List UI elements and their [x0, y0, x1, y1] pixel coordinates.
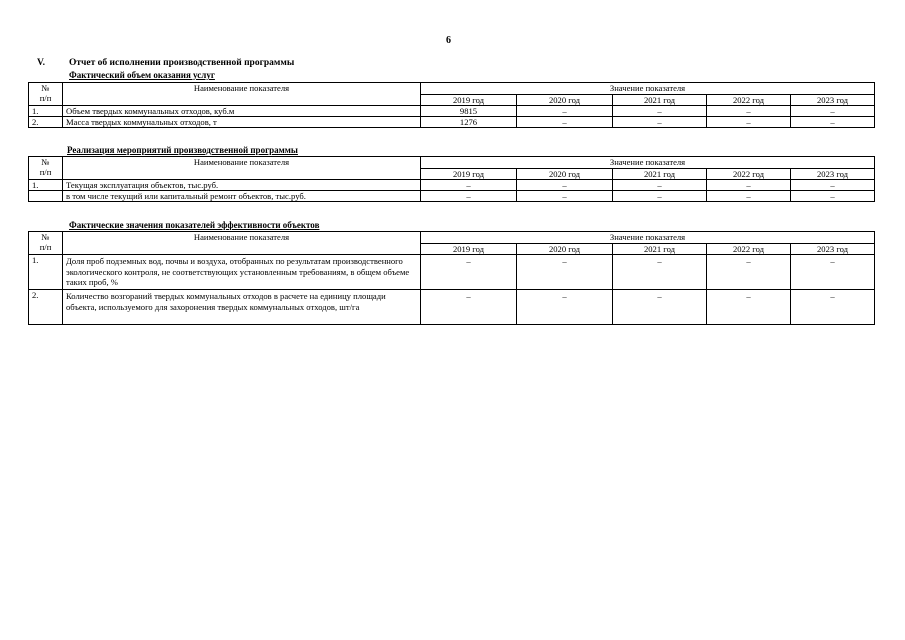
row-value: –	[707, 106, 791, 117]
year-header: 2020 год	[517, 95, 613, 106]
name-header: Наименование показателя	[63, 157, 421, 180]
row-value: –	[613, 117, 707, 128]
year-header: 2022 год	[707, 95, 791, 106]
num-header: № п/п	[29, 157, 63, 180]
row-number: 2.	[29, 117, 63, 128]
year-header: 2021 год	[613, 169, 707, 180]
year-header: 2022 год	[707, 169, 791, 180]
row-value: –	[517, 180, 613, 191]
year-header: 2020 год	[517, 169, 613, 180]
year-header: 2021 год	[613, 244, 707, 255]
year-header: 2019 год	[421, 169, 517, 180]
row-name: в том числе текущий или капитальный ремонт объектов, тыс.руб.	[63, 191, 421, 202]
table-row	[29, 290, 875, 325]
row-value: –	[613, 255, 707, 290]
table-header-row	[29, 83, 875, 95]
year-header: 2023 год	[791, 244, 875, 255]
table1-title: Фактический объем оказания услуг	[69, 70, 215, 80]
table-row	[29, 191, 875, 202]
table-row	[29, 255, 875, 290]
row-value: –	[517, 191, 613, 202]
row-value: –	[517, 106, 613, 117]
table-row	[29, 117, 875, 128]
row-name: Текущая эксплуатация объектов, тыс.руб.	[63, 180, 421, 191]
year-header: 2023 год	[791, 95, 875, 106]
row-number	[29, 191, 63, 202]
row-value: –	[791, 290, 875, 325]
value-header: Значение показателя	[421, 83, 875, 95]
row-number: 1.	[29, 255, 63, 290]
table-header-row	[29, 232, 875, 244]
program-measures-table	[28, 156, 875, 202]
name-header: Наименование показателя	[63, 83, 421, 106]
row-value: –	[421, 290, 517, 325]
num-header: № п/п	[29, 83, 63, 106]
row-value: –	[791, 180, 875, 191]
efficiency-indicators-table	[28, 231, 875, 325]
table2-title: Реализация мероприятий производственной программы	[67, 145, 298, 155]
row-value: –	[791, 191, 875, 202]
year-header: 2019 год	[421, 244, 517, 255]
row-value: –	[421, 191, 517, 202]
row-number: 2.	[29, 290, 63, 325]
row-number: 1.	[29, 180, 63, 191]
row-value: –	[517, 117, 613, 128]
value-header: Значение показателя	[421, 157, 875, 169]
value-header: Значение показателя	[421, 232, 875, 244]
row-name: Масса твердых коммунальных отходов, т	[63, 117, 421, 128]
row-value: –	[707, 290, 791, 325]
row-value: –	[707, 180, 791, 191]
section-heading	[37, 58, 294, 68]
row-value: –	[613, 106, 707, 117]
year-header: 2021 год	[613, 95, 707, 106]
num-header: № п/п	[29, 232, 63, 255]
row-value: –	[707, 191, 791, 202]
year-header: 2019 год	[421, 95, 517, 106]
row-value: –	[613, 191, 707, 202]
row-name: Объем твердых коммунальных отходов, куб.м	[63, 106, 421, 117]
row-value: –	[707, 117, 791, 128]
table-row	[29, 106, 875, 117]
table-header-row	[29, 157, 875, 169]
row-value: 1276	[421, 117, 517, 128]
row-value: –	[517, 255, 613, 290]
row-value: –	[613, 290, 707, 325]
section-title: Отчет об исполнении производственной программы	[69, 58, 295, 68]
name-header: Наименование показателя	[63, 232, 421, 255]
row-value: –	[707, 255, 791, 290]
year-header: 2022 год	[707, 244, 791, 255]
row-name: Количество возгораний твердых коммунальных отходов в расчете на единицу площади объекта, используемого для захоронения твердых коммунальных отходов, шт/га	[63, 290, 421, 325]
year-header: 2023 год	[791, 169, 875, 180]
row-value: –	[791, 117, 875, 128]
row-number: 1.	[29, 106, 63, 117]
row-value: –	[421, 180, 517, 191]
table3-title: Фактические значения показателей эффективности объектов	[69, 220, 320, 230]
row-name: Доля проб подземных вод, почвы и воздуха, отобранных по результатам производственного экологического контроля, не соответствующих установленным требованиям, в общем объеме таких проб, %	[63, 255, 421, 290]
year-header: 2020 год	[517, 244, 613, 255]
row-value: –	[613, 180, 707, 191]
row-value: –	[421, 255, 517, 290]
section-number: V.	[37, 58, 46, 68]
services-volume-table	[28, 82, 875, 128]
row-value: –	[517, 290, 613, 325]
row-value: 9815	[421, 106, 517, 117]
row-value: –	[791, 255, 875, 290]
row-value: –	[791, 106, 875, 117]
table-row	[29, 180, 875, 191]
page-number: 6	[446, 35, 451, 46]
